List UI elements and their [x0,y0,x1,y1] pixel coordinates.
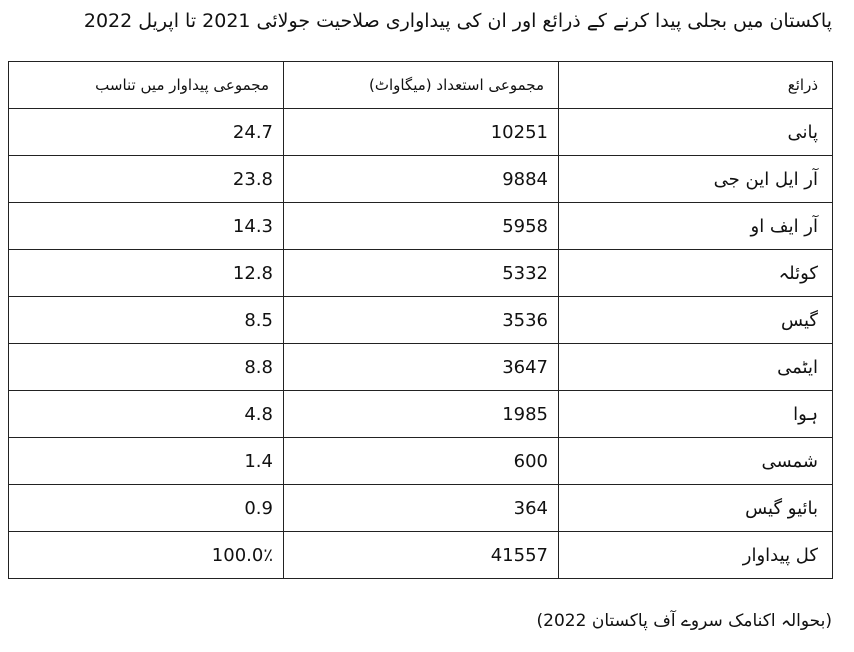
source-cell: ایٹمی [559,344,833,391]
share-cell: 1.4 [9,438,284,485]
source-cell: گیس [559,297,833,344]
header-source: ذرائع [559,62,833,109]
share-cell: 24.7 [9,109,284,156]
source-cell: آر ایل این جی [559,156,833,203]
table-row [9,203,833,250]
share-cell: 8.8 [9,344,284,391]
table-row [9,485,833,532]
total-share-cell: 100.0٪ [9,532,284,579]
capacity-cell: 10251 [284,109,559,156]
table-total-row [9,532,833,579]
capacity-cell: 5958 [284,203,559,250]
header-capacity: مجموعی استعداد (میگاواٹ) [284,62,559,109]
capacity-cell: 3536 [284,297,559,344]
table-row [9,109,833,156]
source-cell: پانی [559,109,833,156]
table-row [9,156,833,203]
header-share: مجموعی پیداوار میں تناسب [9,62,284,109]
share-cell: 12.8 [9,250,284,297]
table-title: پاکستان میں بجلی پیدا کرنے کے ذرائع اور ان کی پیداواری صلاحیت جولائی 2021 تا اپریل 2022 [83,10,832,32]
capacity-cell: 9884 [284,156,559,203]
table-row [9,297,833,344]
share-cell: 14.3 [9,203,284,250]
total-capacity-cell: 41557 [284,532,559,579]
power-sources-table [8,61,833,579]
source-cell: کوئلہ [559,250,833,297]
capacity-cell: 600 [284,438,559,485]
capacity-cell: 1985 [284,391,559,438]
share-cell: 8.5 [9,297,284,344]
capacity-cell: 3647 [284,344,559,391]
table-row [9,250,833,297]
share-cell: 0.9 [9,485,284,532]
total-label-cell: کل پیداوار [559,532,833,579]
share-cell: 23.8 [9,156,284,203]
table-row [9,438,833,485]
table-row [9,391,833,438]
source-cell: بائیو گیس [559,485,833,532]
capacity-cell: 5332 [284,250,559,297]
source-cell: شمسی [559,438,833,485]
source-cell: ہوا [559,391,833,438]
capacity-cell: 364 [284,485,559,532]
source-cell: آر ایف او [559,203,833,250]
table-header-row [9,62,833,109]
source-citation: (بحوالہ اکنامک سروے آف پاکستان 2022) [536,611,832,631]
share-cell: 4.8 [9,391,284,438]
table-row [9,344,833,391]
